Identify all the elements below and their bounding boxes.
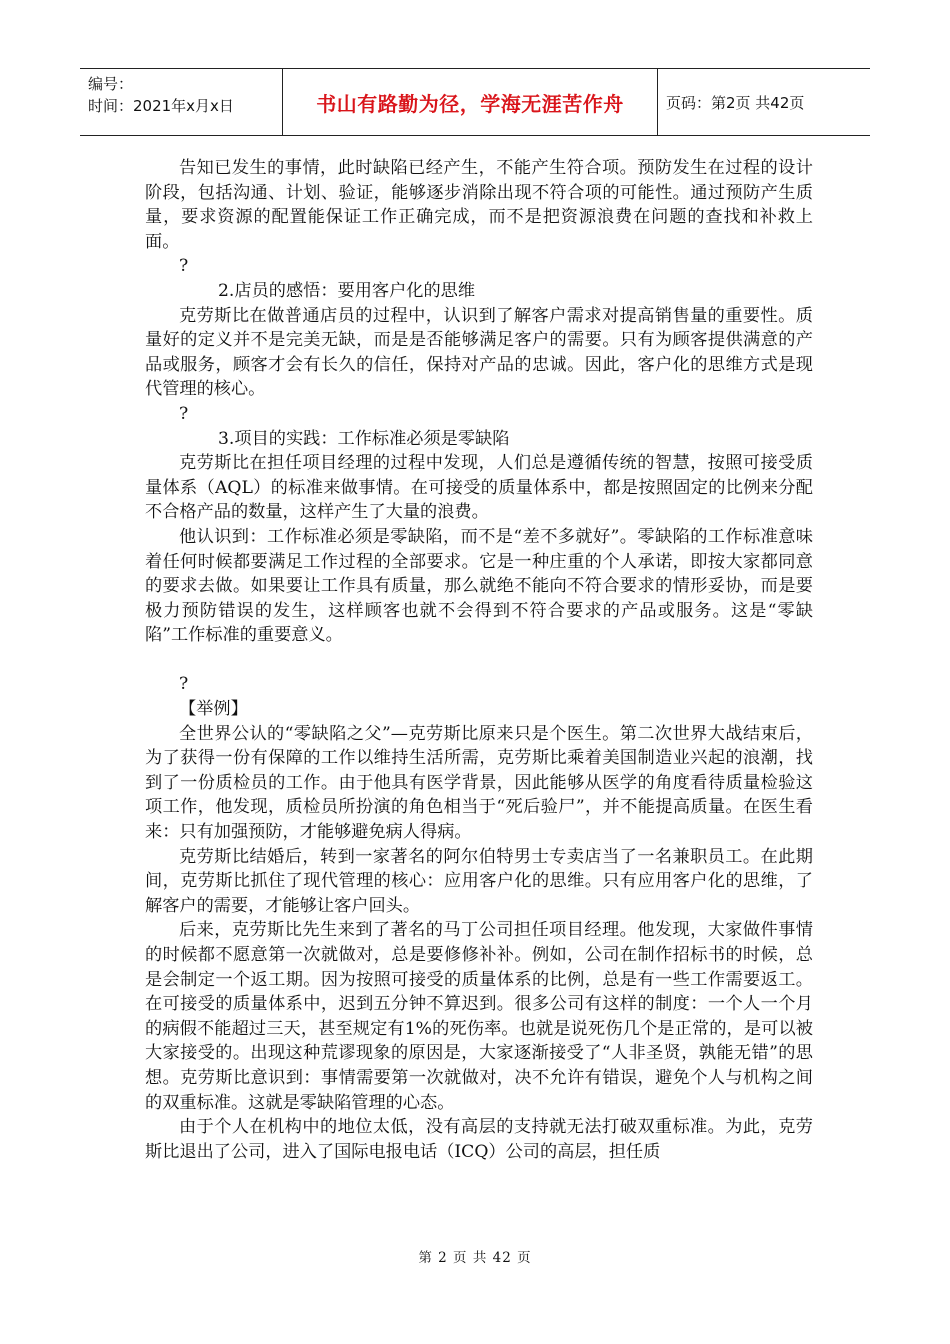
document-time-label: 时间：2021年x月x日 — [88, 97, 234, 115]
placeholder-mark: ? — [179, 403, 189, 424]
header-page-info: 页码：第2页 共42页 — [666, 93, 805, 112]
page-header — [80, 68, 870, 136]
paragraph: 他认识到：工作标准必须是零缺陷，而不是“差不多就好”。零缺陷的工作标准意味着任何时候都要满足工作过程的全部要求。它是一种庄重的个人承诺，即按大家都同意的要求去做。如果要让工作具有质量，那么就绝不能向不符合要求的情形妥协，而是要极力预防错误的发生，这样顾客也就不会得到不符合要求的产品或服务。这是“零缺陷”工作标准的重要意义。 — [145, 526, 813, 646]
example-label: 【举例】 — [179, 699, 248, 720]
section-heading: 3.项目的实践：工作标准必须是零缺陷 — [218, 428, 510, 449]
placeholder-mark: ? — [179, 256, 189, 277]
section-heading: 2.店员的感悟：要用客户化的思维 — [218, 280, 476, 301]
paragraph: 克劳斯比结婚后，转到一家著名的阿尔伯特男士专卖店当了一名兼职员工。在此期间，克劳斯比抓住了现代管理的核心：应用客户化的思维。只有应用客户化的思维，了解客户的需要，才能够让客户回头。 — [145, 846, 813, 916]
paragraph: 克劳斯比在担任项目经理的过程中发现，人们总是遵循传统的智慧，按照可接受质量体系（AQL）的标准来做事情。在可接受的质量体系中，都是按照固定的比例来分配不合格产品的数量，这样产生了大量的浪费。 — [145, 453, 813, 523]
placeholder-mark: ? — [179, 674, 189, 695]
paragraph: 告知已发生的事情，此时缺陷已经产生，不能产生符合项。预防发生在过程的设计阶段，包括沟通、计划、验证，能够逐步消除出现不符合项的可能性。通过预防产生质量，要求资源的配置能保证工作正确完成，而不是把资源浪费在问题的查找和补救上面。 — [145, 158, 813, 252]
paragraph: 后来，克劳斯比先生来到了著名的马丁公司担任项目经理。他发现，大家做件事情的时候都不愿意第一次就做对，总是要修修补补。例如，公司在制作招标书的时候，总是会制定一个返工期。因为按照可接受的质量体系的比例，总是有一些工作需要返工。在可接受的质量体系中，迟到五分钟不算迟到。很多公司有这样的制度：一个人一个月的病假不能超过三天，甚至规定有1%的死伤率。也就是说死伤几个是正常的，是可以被大家接受的。出现这种荒谬现象的原因是，大家逐渐接受了“人非圣贤，孰能无错”的思想。克劳斯比意识到：事情需要第一次就做对，决不允许有错误，避免个人与机构之间的双重标准。这就是零缺陷管理的心态。 — [145, 920, 813, 1113]
header-motto: 书山有路勤为径，学海无涯苦作舟 — [283, 69, 658, 135]
document-body — [145, 156, 813, 1164]
header-meta — [80, 69, 283, 135]
paragraph: 由于个人在机构中的地位太低，没有高层的支持就无法打破双重标准。为此，克劳斯比退出了公司，进入了国际电报电话（ICQ）公司的高层，担任质 — [145, 1117, 813, 1162]
paragraph: 全世界公认的“零缺陷之父”—克劳斯比原来只是个医生。第二次世界大战结束后，为了获得一份有保障的工作以维持生活所需，克劳斯比乘着美国制造业兴起的浪潮，找到了一份质检员的工作。由于他具有医学背景，因此能够从医学的角度看待质量检验这项工作，他发现，质检员所扮演的角色相当于“死后验尸”，并不能提高质量。在医生看来：只有加强预防，才能够避免病人得病。 — [145, 723, 813, 843]
paragraph: 克劳斯比在做普通店员的过程中，认识到了解客户需求对提高销售量的重要性。质量好的定义并不是完美无缺，而是是否能够满足客户的需要。只有为顾客提供满意的产品或服务，顾客才会有长久的信任，保持对产品的忠诚。因此，客户化的思维方式是现代管理的核心。 — [145, 305, 813, 400]
page-footer: 第 2 页 共 42 页 — [418, 1250, 532, 1266]
blank-line — [145, 648, 813, 673]
document-number-label: 编号： — [88, 75, 134, 93]
